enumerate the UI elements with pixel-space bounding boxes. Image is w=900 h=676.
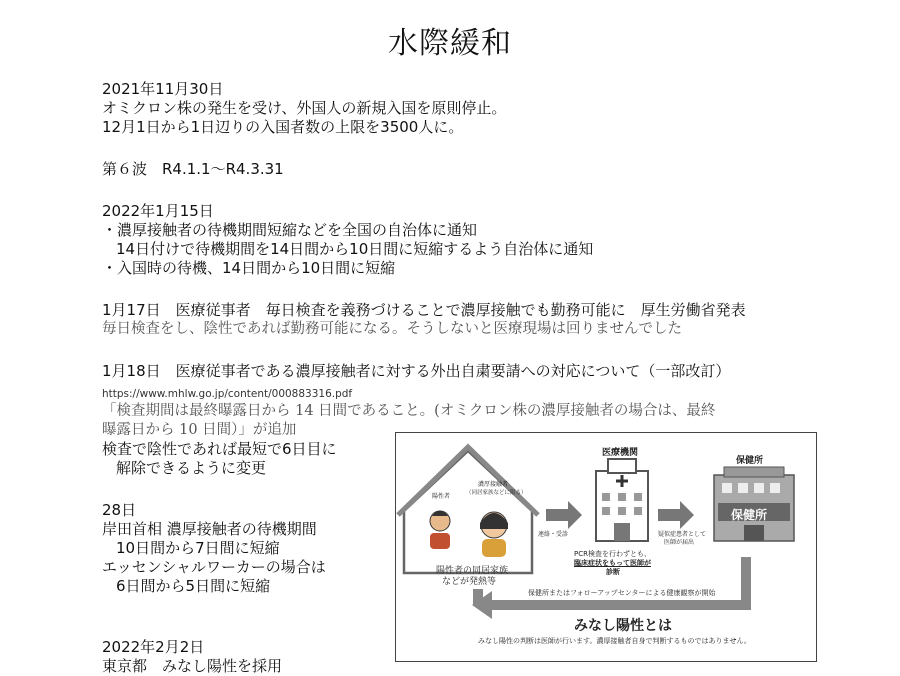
text-line: ・入国時の待機、14日間から10日間に短縮: [102, 259, 396, 277]
visit-label: 連絡・受診: [538, 531, 569, 538]
patient-label: 陽性者: [432, 493, 451, 500]
text-line: 10日間から7日間に短縮: [116, 539, 280, 557]
pcr-note: PCR検査を行わずとも、: [574, 550, 651, 558]
hospital-label: 医療機関: [602, 448, 639, 458]
family-note: 陽性者の同居家族: [436, 566, 509, 576]
text-line: 検査で陰性であれば最短で6日目に: [102, 440, 337, 458]
text-line: 解除できるように変更: [116, 459, 267, 477]
wave-line: 第６波 R4.1.1～R4.3.31: [102, 160, 284, 178]
contact-note: （同居家族などに限る）: [466, 490, 527, 496]
text-line: 14日付けで待機期間を14日間から10日間に短縮するよう自治体に通知: [116, 240, 594, 258]
date-line: 28日: [102, 501, 137, 519]
date-line: 2021年11月30日: [102, 80, 224, 98]
quote-line: 「検査期間は最終曝露日から 14 日間であること。(オミクロン株の濃厚接触者の場合は、最終: [102, 403, 716, 419]
date-line: 2022年2月2日: [102, 638, 205, 656]
health-center-label: 保健所: [736, 456, 764, 466]
house-icon: [404, 451, 532, 573]
diagram-footnote: みなし陽性の判断は医師が行います。濃厚接触者自身で判断するものではありません。: [478, 637, 751, 645]
followup-note: 保健所またはフォローアップセンターによる健康観察が開始: [528, 589, 716, 597]
health-center-sign: 保健所: [731, 508, 768, 522]
text-line: 1月17日 医療従事者 毎日検査を義務づけることで濃厚接触でも勤務可能に 厚生労働省発表: [102, 301, 746, 319]
pcr-note: 診断: [606, 568, 620, 576]
text-line: エッセンシャルワーカーの場合は: [102, 558, 326, 576]
pcr-note: 臨床症状をもって医師が: [574, 559, 651, 567]
text-line: 1月18日 医療従事者である濃厚接触者に対する外出自粛要請への対応について（一部改訂）: [102, 362, 731, 380]
url-link[interactable]: https://www.mhlw.go.jp/content/000883316.pdf: [102, 388, 353, 400]
minashi-diagram: [395, 432, 817, 662]
arrow-right-icon: [546, 501, 582, 529]
page-title: 水際緩和: [388, 26, 512, 61]
text-line: 12月1日から1日辺りの入国者数の上限を3500人に。: [102, 118, 464, 136]
date-line: 2022年1月15日: [102, 202, 214, 220]
diagram-heading: みなし陽性とは: [574, 618, 672, 634]
text-line: オミクロン株の発生を受け、外国人の新規入国を原則停止。: [102, 99, 507, 117]
text-line: 6日間から5日間に短縮: [116, 577, 271, 595]
text-line: 岸田首相 濃厚接触者の待機期間: [102, 520, 317, 538]
report-note: 医師が届出: [664, 539, 695, 546]
text-line: 東京都 みなし陽性を採用: [102, 657, 283, 675]
family-note: などが発熱等: [442, 577, 497, 587]
text-line: ・濃厚接触者の待機期間短縮などを全国の自治体に通知: [102, 221, 478, 239]
arrow-right-icon: [658, 501, 694, 529]
contact-label: 濃厚接触者: [478, 481, 509, 488]
text-line: 毎日検査をし、陰性であれば勤務可能になる。そうしないと医療現場は回りませんでした: [102, 321, 682, 337]
quote-line: 曝露日から 10 日間）」が追加: [102, 422, 297, 438]
report-note: 疑似症患者として: [658, 531, 707, 538]
